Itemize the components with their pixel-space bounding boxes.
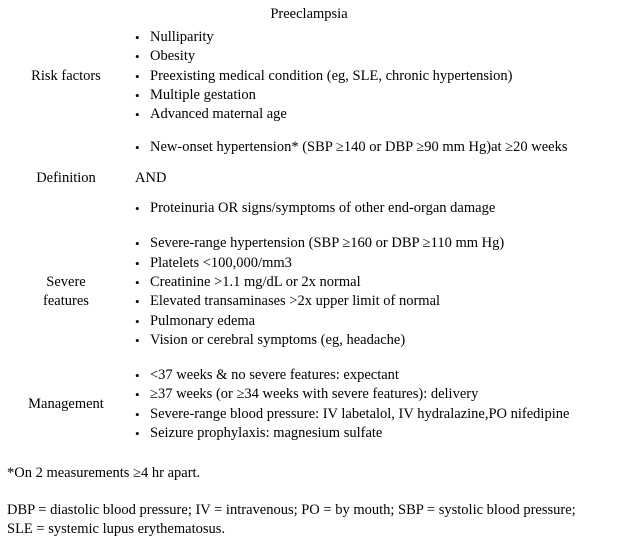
list-item: • Vision or cerebral symptoms (eg, headache) xyxy=(130,331,618,350)
list-item: • Severe-range hypertension (SBP ≥160 or DBP ≥110 mm Hg) xyxy=(130,234,618,253)
row-label-severe-features xyxy=(0,273,130,311)
list-item: • Obesity xyxy=(130,47,618,66)
severe-features-list xyxy=(130,234,618,350)
list-item: • Nulliparity xyxy=(130,28,618,47)
page-title: Preeclampsia xyxy=(270,6,348,22)
definition-criteria-list-secondary xyxy=(130,199,618,218)
definition-connector: AND xyxy=(135,169,167,186)
management-list xyxy=(130,366,618,443)
spacer xyxy=(130,188,618,199)
row-label-management: Management xyxy=(28,396,104,413)
table-row-definition xyxy=(0,124,622,218)
list-item: • Multiple gestation xyxy=(130,86,618,105)
footnote-abbreviations: DBP = diastolic blood pressure; IV = intravenous; PO = by mouth; SBP = systolic blood pressure; SLE = systemic lupus erythematosus. xyxy=(7,501,576,537)
list-item: • Preexisting medical condition (eg, SLE, chronic hypertension) xyxy=(130,67,618,86)
list-item: • Proteinuria OR signs/symptoms of other end-organ damage xyxy=(130,199,618,218)
spacer xyxy=(130,158,618,169)
row-label-risk-factors: Risk factors xyxy=(31,67,101,84)
row-label-line-1: Severe xyxy=(46,274,86,291)
list-item: • <37 weeks & no severe features: expectant xyxy=(130,366,618,385)
footnotes xyxy=(0,443,622,539)
table-row-management xyxy=(0,350,622,443)
list-item: • ≥37 weeks (or ≥34 weeks with severe features): delivery xyxy=(130,385,618,404)
list-item: • Platelets <100,000/mm3 xyxy=(130,254,618,273)
row-content-severe-features xyxy=(130,234,622,350)
list-item: • Advanced maternal age xyxy=(130,105,618,124)
footnote-asterisk-note: *On 2 measurements ≥4 hr apart. xyxy=(7,465,201,482)
table-row-risk-factors xyxy=(0,24,622,124)
row-content-management xyxy=(130,366,622,443)
list-item: • Severe-range blood pressure: IV labetalol, IV hydralazine,PO nifedipine xyxy=(130,405,618,424)
list-item: • Seizure prophylaxis: magnesium sulfate xyxy=(130,424,618,443)
row-content-risk-factors xyxy=(130,28,622,124)
list-item: • Elevated transaminases >2x upper limit of normal xyxy=(130,292,618,311)
row-label-definition: Definition xyxy=(36,169,96,186)
row-label-line-2: features xyxy=(43,293,89,310)
table-row-severe-features xyxy=(0,218,622,350)
table-body xyxy=(0,24,622,443)
list-item: • Pulmonary edema xyxy=(130,312,618,331)
risk-factors-list xyxy=(130,28,618,124)
list-item: • Creatinine >1.1 mg/dL or 2x normal xyxy=(130,273,618,292)
definition-criteria-list-primary xyxy=(130,138,618,157)
list-item: • New-onset hypertension* (SBP ≥140 or DBP ≥90 mm Hg)at ≥20 weeks xyxy=(130,138,618,157)
row-content-definition xyxy=(130,138,622,218)
